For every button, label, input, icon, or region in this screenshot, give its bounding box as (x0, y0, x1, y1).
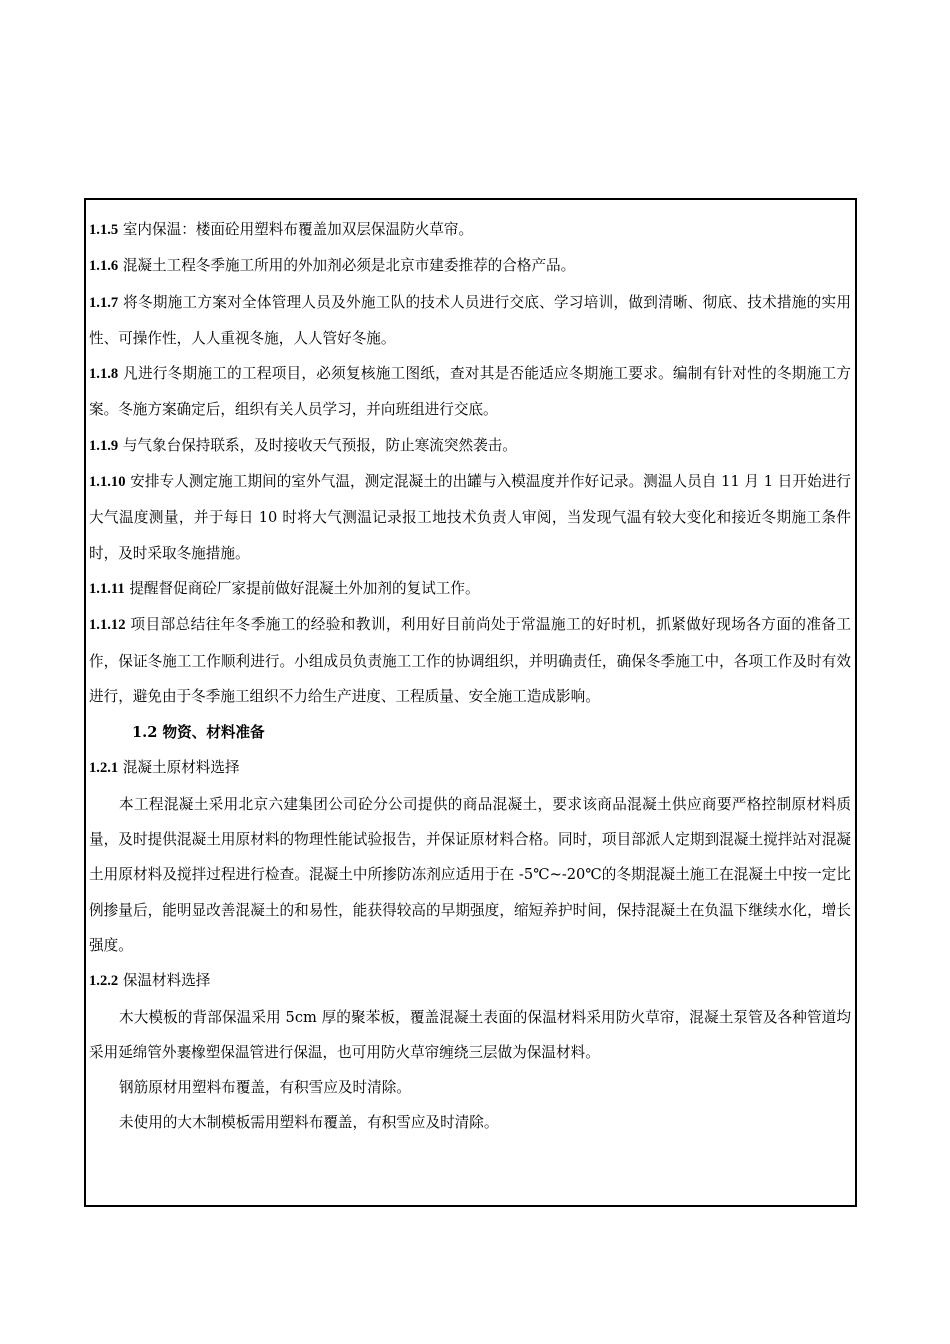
subsection-1-2-2-para-3: 未使用的大木制模板需用塑料布覆盖，有积雪应及时清除。 (119, 1114, 499, 1132)
document-frame (84, 198, 857, 1207)
subsection-1-2-1-body: 本工程混凝土采用北京六建集团公司砼分公司提供的商品混凝土，要求该商品混凝土供应商要严格控制原材料质量，及时提供混凝土用原材料的物理性能试验报告，并保证原材料合格。同时，项目部派人定期到混凝土搅拌站对混凝土用原材料及搅拌过程进行检查。混凝土中所掺防冻剂应适用于在 -5℃~-20℃的冬期混凝土施工在混凝土中按一定比例掺量后，能明显改善混凝土的和易性，能获得较高的早期强度，缩短养护时间，保持混凝土在负温下继续水化，增长强度。 (89, 795, 851, 954)
document-body (89, 212, 851, 1141)
item-1-1-11: 1.1.11 提醒督促商砼厂家提前做好混凝土外加剂的复试工作。 (89, 579, 480, 597)
item-1-1-7: 1.1.7 将冬期施工方案对全体管理人员及外施工队的技术人员进行交底、学习培训，做到清晰、彻底、技术措施的实用性、可操作性，人人重视冬施，人人管好冬施。 (89, 293, 851, 347)
item-1-1-9: 1.1.9 与气象台保持联系，及时接收天气预报，防止寒流突然袭击。 (89, 436, 517, 454)
item-1-1-10: 1.1.10 安排专人测定施工期间的室外气温，测定混凝土的出罐与入模温度并作好记录。测温人员自 11 月 1 日开始进行大气温度测量，并于每日 10 时将大气测温记录报工地技术负责人审阅，当发现气温有较大变化和接近冬期施工条件时，及时采取冬施措施。 (89, 473, 851, 562)
item-1-1-6: 1.1.6 混凝土工程冬季施工所用的外加剂必须是北京市建委推荐的合格产品。 (89, 257, 576, 275)
subsection-1-2-1: 1.2.1 混凝土原材料选择 (89, 759, 240, 777)
section-heading: 1.2 物资、材料准备 (132, 724, 265, 742)
subsection-1-2-2: 1.2.2 保温材料选择 (89, 972, 211, 990)
subsection-1-2-2-para-1: 木大模板的背部保温采用 5cm 厚的聚苯板，覆盖混凝土表面的保温材料采用防火草帘，混凝土泵管及各种管道均采用延绵管外裹橡塑保温管进行保温，也可用防火草帘缠绕三层做为保温材料。 (89, 1008, 851, 1061)
item-1-1-8: 1.1.8 凡进行冬期施工的工程项目，必须复核施工图纸，查对其是否能适应冬期施工要求。编制有针对性的冬期施工方案。冬施方案确定后，组织有关人员学习，并向班组进行交底。 (89, 365, 851, 419)
subsection-1-2-2-para-2: 钢筋原材用塑料布覆盖，有积雪应及时清除。 (119, 1079, 411, 1097)
item-1-1-12: 1.1.12 项目部总结往年冬季施工的经验和教训，利用好目前尚处于常温施工的好时机，抓紧做好现场各方面的准备工作，保证冬施工工作顺利进行。小组成员负责施工工作的协调组织，并明确责任，确保冬季施工中，各项工作及时有效进行，避免由于冬季施工组织不力给生产进度、工程质量、安全施工造成影响。 (89, 616, 851, 705)
item-1-1-5: 1.1.5 室内保温：楼面砼用塑料布覆盖加双层保温防火草帘。 (89, 221, 474, 238)
